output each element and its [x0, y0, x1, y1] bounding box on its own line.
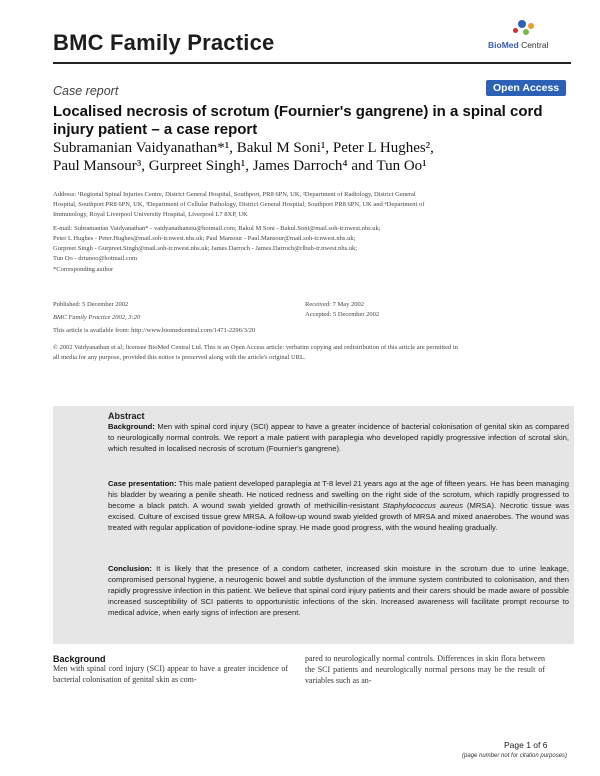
published-date: Published: 5 December 2002 — [53, 301, 129, 308]
author-emails: E-mail: Subramanian Vaidyanathan* - vaidyanathansiu@hotmail.com; Bakul M Soni - Bakul.Soni@mail.soh-tr.nwest.nhs.uk; Peter L Hughes - Peter.Hughes@mail.soh-tr.nwest.nhs.uk; Paul Mansour - Paul.Mansour@mail.soh-tr.nwest.nhs.uk; Gurpreet Singh - Gurpreet.Singh@mail.soh-tr.nwest.nhs.uk; James Darroch - James.Darroch@rlbuh-tr.nwest.nhs.uk; Tun Oo - drtunoo@hotmail.com — [53, 225, 381, 262]
abstract-heading: Abstract — [108, 411, 145, 421]
article-type: Case report — [53, 84, 119, 98]
accepted-date: Accepted: 5 December 2002 — [305, 311, 380, 318]
section-heading-background: Background — [53, 654, 106, 664]
author-list: Subramanian Vaidyanathan*¹, Bakul M Soni¹, Peter L Hughes², Paul Mansour³, Gurpreet Singh¹, James Darroch⁴ and Tun Oo¹ — [53, 140, 434, 174]
affiliations: Address: ¹Regional Spinal Injuries Centre, District General Hospital, Southport, PR8 6PN, UK, ²Department of Radiology, District General Hospital, Southport PR8 6PN, UK, ³Department of Cellular Pathology, District General Hospital, Southport PR8 6PN, UK and ⁴Department of Immunology, Royal Liverpool University Hospital, Liverpool L7 8XP, UK — [53, 191, 425, 218]
abstract-background: Background: Men with spinal cord injury (SCI) appear to have a greater incidence of bacterial colonisation of genital skin as compared to neurologically normal controls. We report a male patient with paraplegia who developed rapidly progressive infection of scrotal skin, which resulted in localised necrosis of scrotum (Fournier's gangrene). — [108, 422, 569, 453]
header-rule — [53, 62, 571, 64]
body-column-left: Men with spinal cord injury (SCI) appear to have a greater incidence of bacterial colonisation of genital skin as com- — [53, 664, 288, 684]
received-date: Received: 7 May 2002 — [305, 301, 365, 308]
article-title: Localised necrosis of scrotum (Fournier's gangrene) in a spinal cord injury patient – a case report — [53, 103, 543, 138]
open-access-badge: Open Access — [486, 80, 566, 96]
logo-dot-icon — [523, 29, 529, 35]
journal-title: BMC Family Practice — [53, 30, 275, 55]
corresponding-author-note: *Corresponding author — [53, 266, 114, 273]
copyright-notice: © 2002 Vaidyanathan et al; licensee BioMed Central Ltd. This is an Open Access article: verbatim copying and redistribution of this article are permitted in all media for any purpose, provided this notice is preserved along with the article's original URL. — [53, 344, 458, 361]
body-column-right: pared to neurologically normal controls. Differences in skin flora between the SCI patients and neurologically normal persons may be the result of variables such as an- — [305, 654, 545, 685]
biomed-central-logo: BioMed Central — [488, 20, 578, 54]
logo-dot-icon — [528, 23, 534, 29]
page-number: Page 1 of 6 — [504, 740, 548, 750]
page-number-note: (page number not for citation purposes) — [462, 753, 568, 759]
article-url[interactable]: This article is available from: http://www.biomedcentral.com/1471-2296/3/20 — [53, 327, 256, 334]
logo-dot-icon — [518, 20, 526, 28]
citation: BMC Family Practice 2002, 3:20 — [53, 314, 141, 321]
logo-dot-icon — [513, 28, 518, 33]
abstract-case-presentation: Case presentation: This male patient developed paraplegia at T-8 level 21 years ago at the age of fifteen years. He has been managing his bladder by wearing a penile sheath. He noticed redness and swelling on the right side of the scrotum, which rapidly progressed to become a black patch. A wound swab yielded growth of methicillin-resistant Staphylococcus aureus (MRSA). Necrotic tissue was excised. Culture of excised tissue grew MRSA. A follow-up wound swab yielded growth of MRSA and mixed anaerobes. The wound was treated with regular application of povidone-iodine spray. He made good progress, with the wound healing gradually. — [108, 479, 569, 532]
abstract-conclusion: Conclusion: It is likely that the presence of a condom catheter, increased skin moisture in the scrotum due to urine leakage, compromised personal hygiene, a neurogenic bowel and subtle dysfunction of the immune system contributed to colonisation, and then rapidly progressive infection in this patient. We believe that spinal cord injury patients and their carers should be made aware of possible increased susceptibility of SCI patients to opportunistic infections of the skin. Increased awareness will facilitate prompt recourse to medical advice, when early signs of infection are present. — [108, 564, 569, 617]
